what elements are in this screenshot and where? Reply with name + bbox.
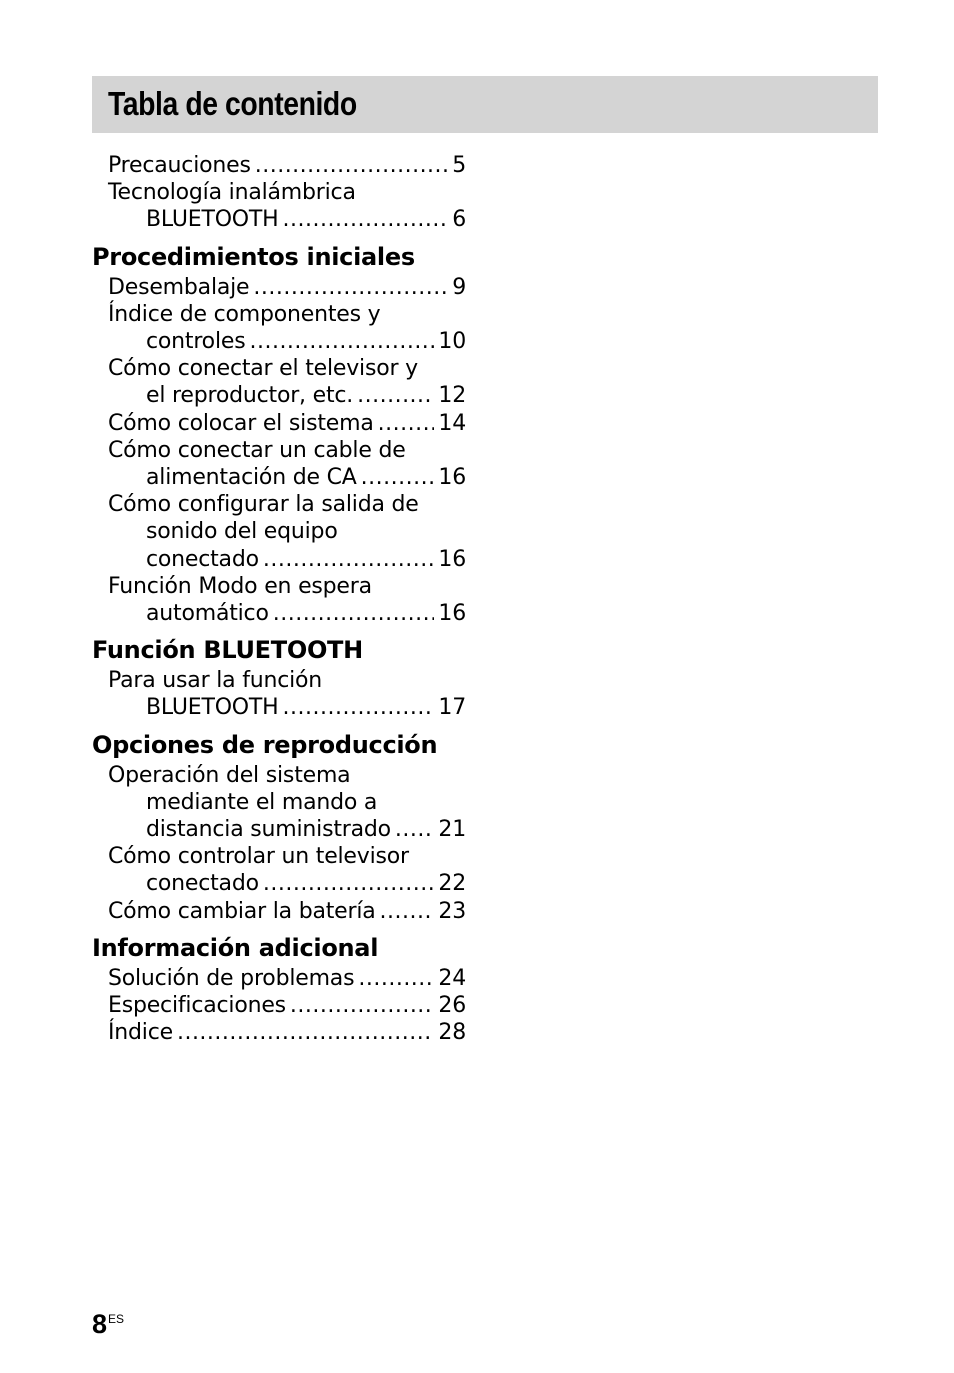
dot-leader [378, 410, 435, 437]
toc-entry-line [108, 464, 466, 491]
dot-leader [283, 694, 435, 721]
toc-entry-line [108, 546, 466, 573]
toc-entry-line [108, 870, 466, 897]
toc-entry-text: Cómo conectar el televisor y [108, 356, 418, 382]
toc-page-number: 14 [438, 410, 466, 436]
toc-section [92, 931, 466, 1051]
toc-entry-line [108, 694, 466, 721]
toc-page-number: 26 [438, 993, 466, 1019]
toc-entry-line [108, 762, 466, 789]
toc-entry-text: conectado [146, 871, 259, 897]
toc-entry-text: BLUETOOTH [146, 207, 279, 233]
toc-section [92, 240, 466, 632]
toc-entry-line [108, 843, 466, 870]
toc-entry[interactable] [92, 992, 466, 1019]
toc-entry-text: Función Modo en espera [108, 573, 372, 599]
dot-leader [380, 898, 435, 925]
toc-entry-line [108, 437, 466, 464]
toc-entry-text: BLUETOOTH [146, 695, 279, 721]
toc-entry-text: Cómo cambiar la batería [108, 898, 376, 924]
toc-section [92, 728, 466, 929]
toc-entry-line [108, 410, 466, 437]
dot-leader [177, 1019, 434, 1046]
toc-entry-line [108, 274, 466, 301]
toc-entry-line [108, 789, 466, 816]
toc-entry-line [108, 328, 466, 355]
section-entries [92, 667, 466, 725]
toc-page-number: 28 [438, 1020, 466, 1046]
toc-entry-text: mediante el mando a [146, 789, 378, 815]
toc-entry-text: Para usar la función [108, 668, 323, 694]
page-number: 8 [92, 1309, 108, 1339]
toc-entry-text: Operación del sistema [108, 762, 351, 788]
toc-page-number: 24 [438, 965, 466, 991]
page-footer [92, 1309, 124, 1340]
section-heading: Opciones de reproducción [92, 730, 438, 759]
title-bar [92, 76, 878, 133]
dot-leader [357, 382, 434, 409]
toc-entry-text: Cómo conectar un cable de [108, 437, 406, 463]
toc-page-number: 16 [438, 546, 466, 572]
toc-entry-text: Desembalaje [108, 274, 250, 300]
toc-entry-line [108, 816, 466, 843]
toc-entry-text: Cómo colocar el sistema [108, 410, 374, 436]
toc-entry-line [108, 898, 466, 925]
toc-entry-text: Índice de componentes y [108, 301, 381, 327]
toc-entry[interactable] [92, 179, 466, 233]
toc-page-number: 12 [438, 383, 466, 409]
toc-entry-text: Solución de problemas [108, 965, 355, 991]
dot-leader [361, 464, 435, 491]
toc-entry-text: distancia suministrado [146, 817, 391, 843]
section-entries [92, 274, 466, 632]
toc-entry-line [108, 382, 466, 409]
toc-entry-text: conectado [146, 546, 259, 572]
toc-entry[interactable] [92, 152, 466, 179]
toc-entry-line [108, 301, 466, 328]
toc-entry-line [108, 667, 466, 694]
toc-entry[interactable] [92, 898, 466, 925]
toc-entry-line [108, 573, 466, 600]
toc-entry-text: el reproductor, etc. [146, 383, 354, 409]
toc-entry-line [108, 1019, 466, 1046]
dot-leader [263, 546, 435, 573]
toc-entry-text: automático [146, 601, 269, 627]
toc-entry-line [108, 600, 466, 627]
page-title: Tabla de contenido [108, 85, 357, 122]
toc-entry-text: sonido del equipo [146, 519, 338, 545]
dot-leader [263, 870, 435, 897]
toc-entry-line [108, 965, 466, 992]
dot-leader [283, 206, 449, 233]
toc-page-number: 23 [438, 898, 466, 924]
toc-entry[interactable] [92, 762, 466, 844]
toc-entry-line [108, 355, 466, 382]
toc-page-number: 10 [438, 329, 466, 355]
dot-leader [358, 965, 434, 992]
toc-entry[interactable] [92, 491, 466, 573]
dot-leader [253, 274, 448, 301]
toc-page-number: 16 [438, 601, 466, 627]
toc-entry-line [108, 206, 466, 233]
section-heading: Función BLUETOOTH [92, 636, 363, 665]
toc-page-number: 21 [438, 817, 466, 843]
toc-entry-line [108, 992, 466, 1019]
toc-entry[interactable] [92, 437, 466, 491]
toc-entry[interactable] [92, 274, 466, 301]
toc-entry[interactable] [92, 573, 466, 627]
table-of-contents [92, 152, 466, 1050]
toc-entry[interactable] [92, 1019, 466, 1046]
toc-entry-line [108, 518, 466, 545]
dot-leader [255, 152, 448, 179]
toc-entry[interactable] [92, 965, 466, 992]
toc-entry[interactable] [92, 843, 466, 897]
toc-entry-text: Cómo configurar la salida de [108, 492, 419, 518]
toc-section [92, 633, 466, 725]
section-entries [92, 152, 466, 238]
toc-entry[interactable] [92, 301, 466, 355]
toc-entry-text: Cómo controlar un televisor [108, 844, 409, 870]
toc-entry-text: controles [146, 329, 246, 355]
toc-entry-text: alimentación de CA [146, 465, 357, 491]
toc-page-number: 5 [452, 153, 466, 178]
toc-page-number: 9 [452, 274, 466, 300]
toc-section [92, 152, 466, 238]
toc-entry[interactable] [92, 667, 466, 721]
toc-entry-line [108, 491, 466, 518]
toc-entry-text: Precauciones [108, 153, 251, 178]
toc-page-number: 17 [438, 695, 466, 721]
language-code: ES [108, 1312, 125, 1326]
dot-leader [273, 600, 435, 627]
section-entries [92, 762, 466, 929]
toc-entry-line [108, 152, 466, 179]
dot-leader [395, 816, 434, 843]
toc-entry[interactable] [92, 410, 466, 437]
toc-entry[interactable] [92, 355, 466, 409]
dot-leader [249, 328, 434, 355]
toc-entry-text: Especificaciones [108, 993, 286, 1019]
toc-entry-text: Tecnología inalámbrica [108, 180, 356, 206]
toc-entry-line [108, 179, 466, 206]
section-entries [92, 965, 466, 1051]
toc-entry-text: Índice [108, 1020, 173, 1046]
toc-page-number: 16 [438, 465, 466, 491]
section-heading: Información adicional [92, 933, 379, 962]
dot-leader [290, 992, 434, 1019]
toc-page-number: 6 [452, 207, 466, 233]
toc-page-number: 22 [438, 871, 466, 897]
section-heading: Procedimientos iniciales [92, 242, 415, 271]
